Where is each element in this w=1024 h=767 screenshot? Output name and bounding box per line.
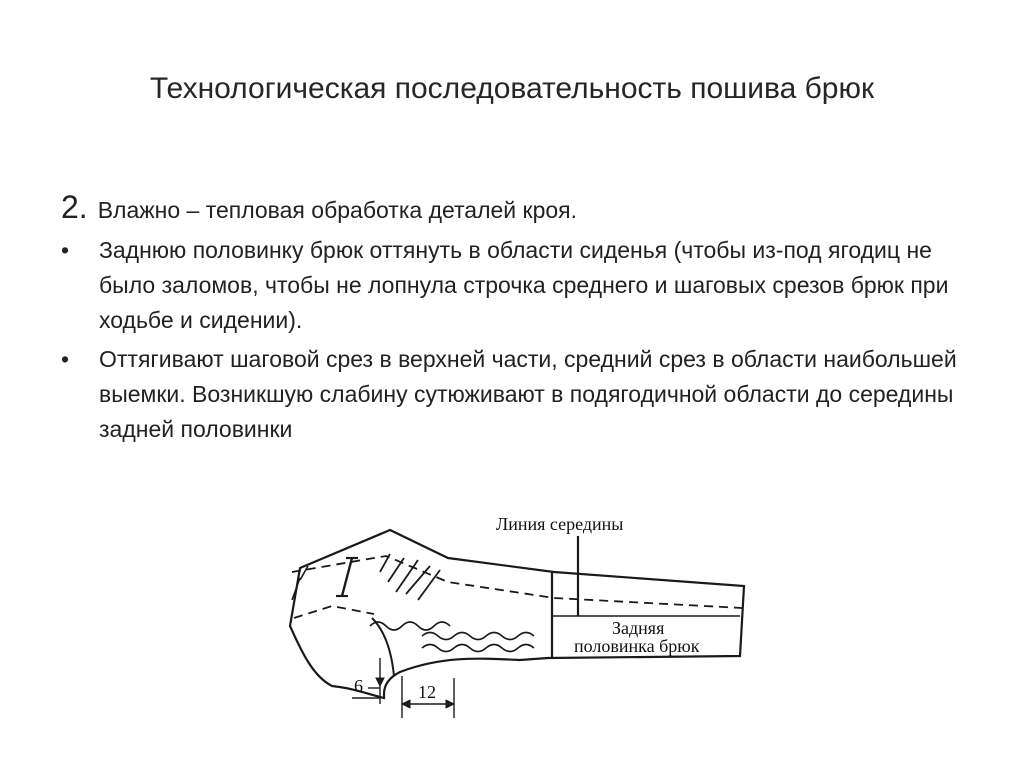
bullet-text: Заднюю половинку брюк оттянуть в области сиденья (чтобы из-под ягодиц не было заломов, чтобы не лопнула строчка среднего и шаговых срезов брюк при ходьбе и сидении). <box>99 237 949 333</box>
dimension-12: 12 <box>418 682 436 702</box>
crotch-seam <box>372 618 394 676</box>
shrink-wave <box>422 645 534 652</box>
slide-title: Технологическая последовательность пошива брюк <box>149 72 875 105</box>
shrink-wave <box>422 633 534 640</box>
label-back-half-2: половинка брюк <box>574 636 700 656</box>
pattern-drawing <box>272 508 750 724</box>
label-middle-line: Линия середины <box>496 514 624 534</box>
pattern-outline <box>290 530 744 698</box>
bullet-mark: • <box>61 237 70 263</box>
bullet-item <box>61 233 971 338</box>
dashed-line <box>292 556 742 608</box>
slide-content <box>61 190 971 451</box>
bullet-mark: • <box>61 346 70 372</box>
trousers-pattern-figure <box>272 508 750 724</box>
dimension-6: 6 <box>354 676 363 696</box>
bullet-item <box>61 342 971 447</box>
step-text: Влажно – тепловая обработка деталей кроя. <box>97 197 578 223</box>
shrink-wave <box>370 622 450 630</box>
bullet-text: Оттягивают шаговой срез в верхней части, средний срез в области наибольшей выемки. Возникшую слабину сутюживают в подягодичной области до середины задней половинки <box>99 346 957 442</box>
step-number: 2. <box>61 189 88 225</box>
label-back-half-1: Задняя <box>612 618 665 638</box>
step-heading <box>61 190 971 227</box>
